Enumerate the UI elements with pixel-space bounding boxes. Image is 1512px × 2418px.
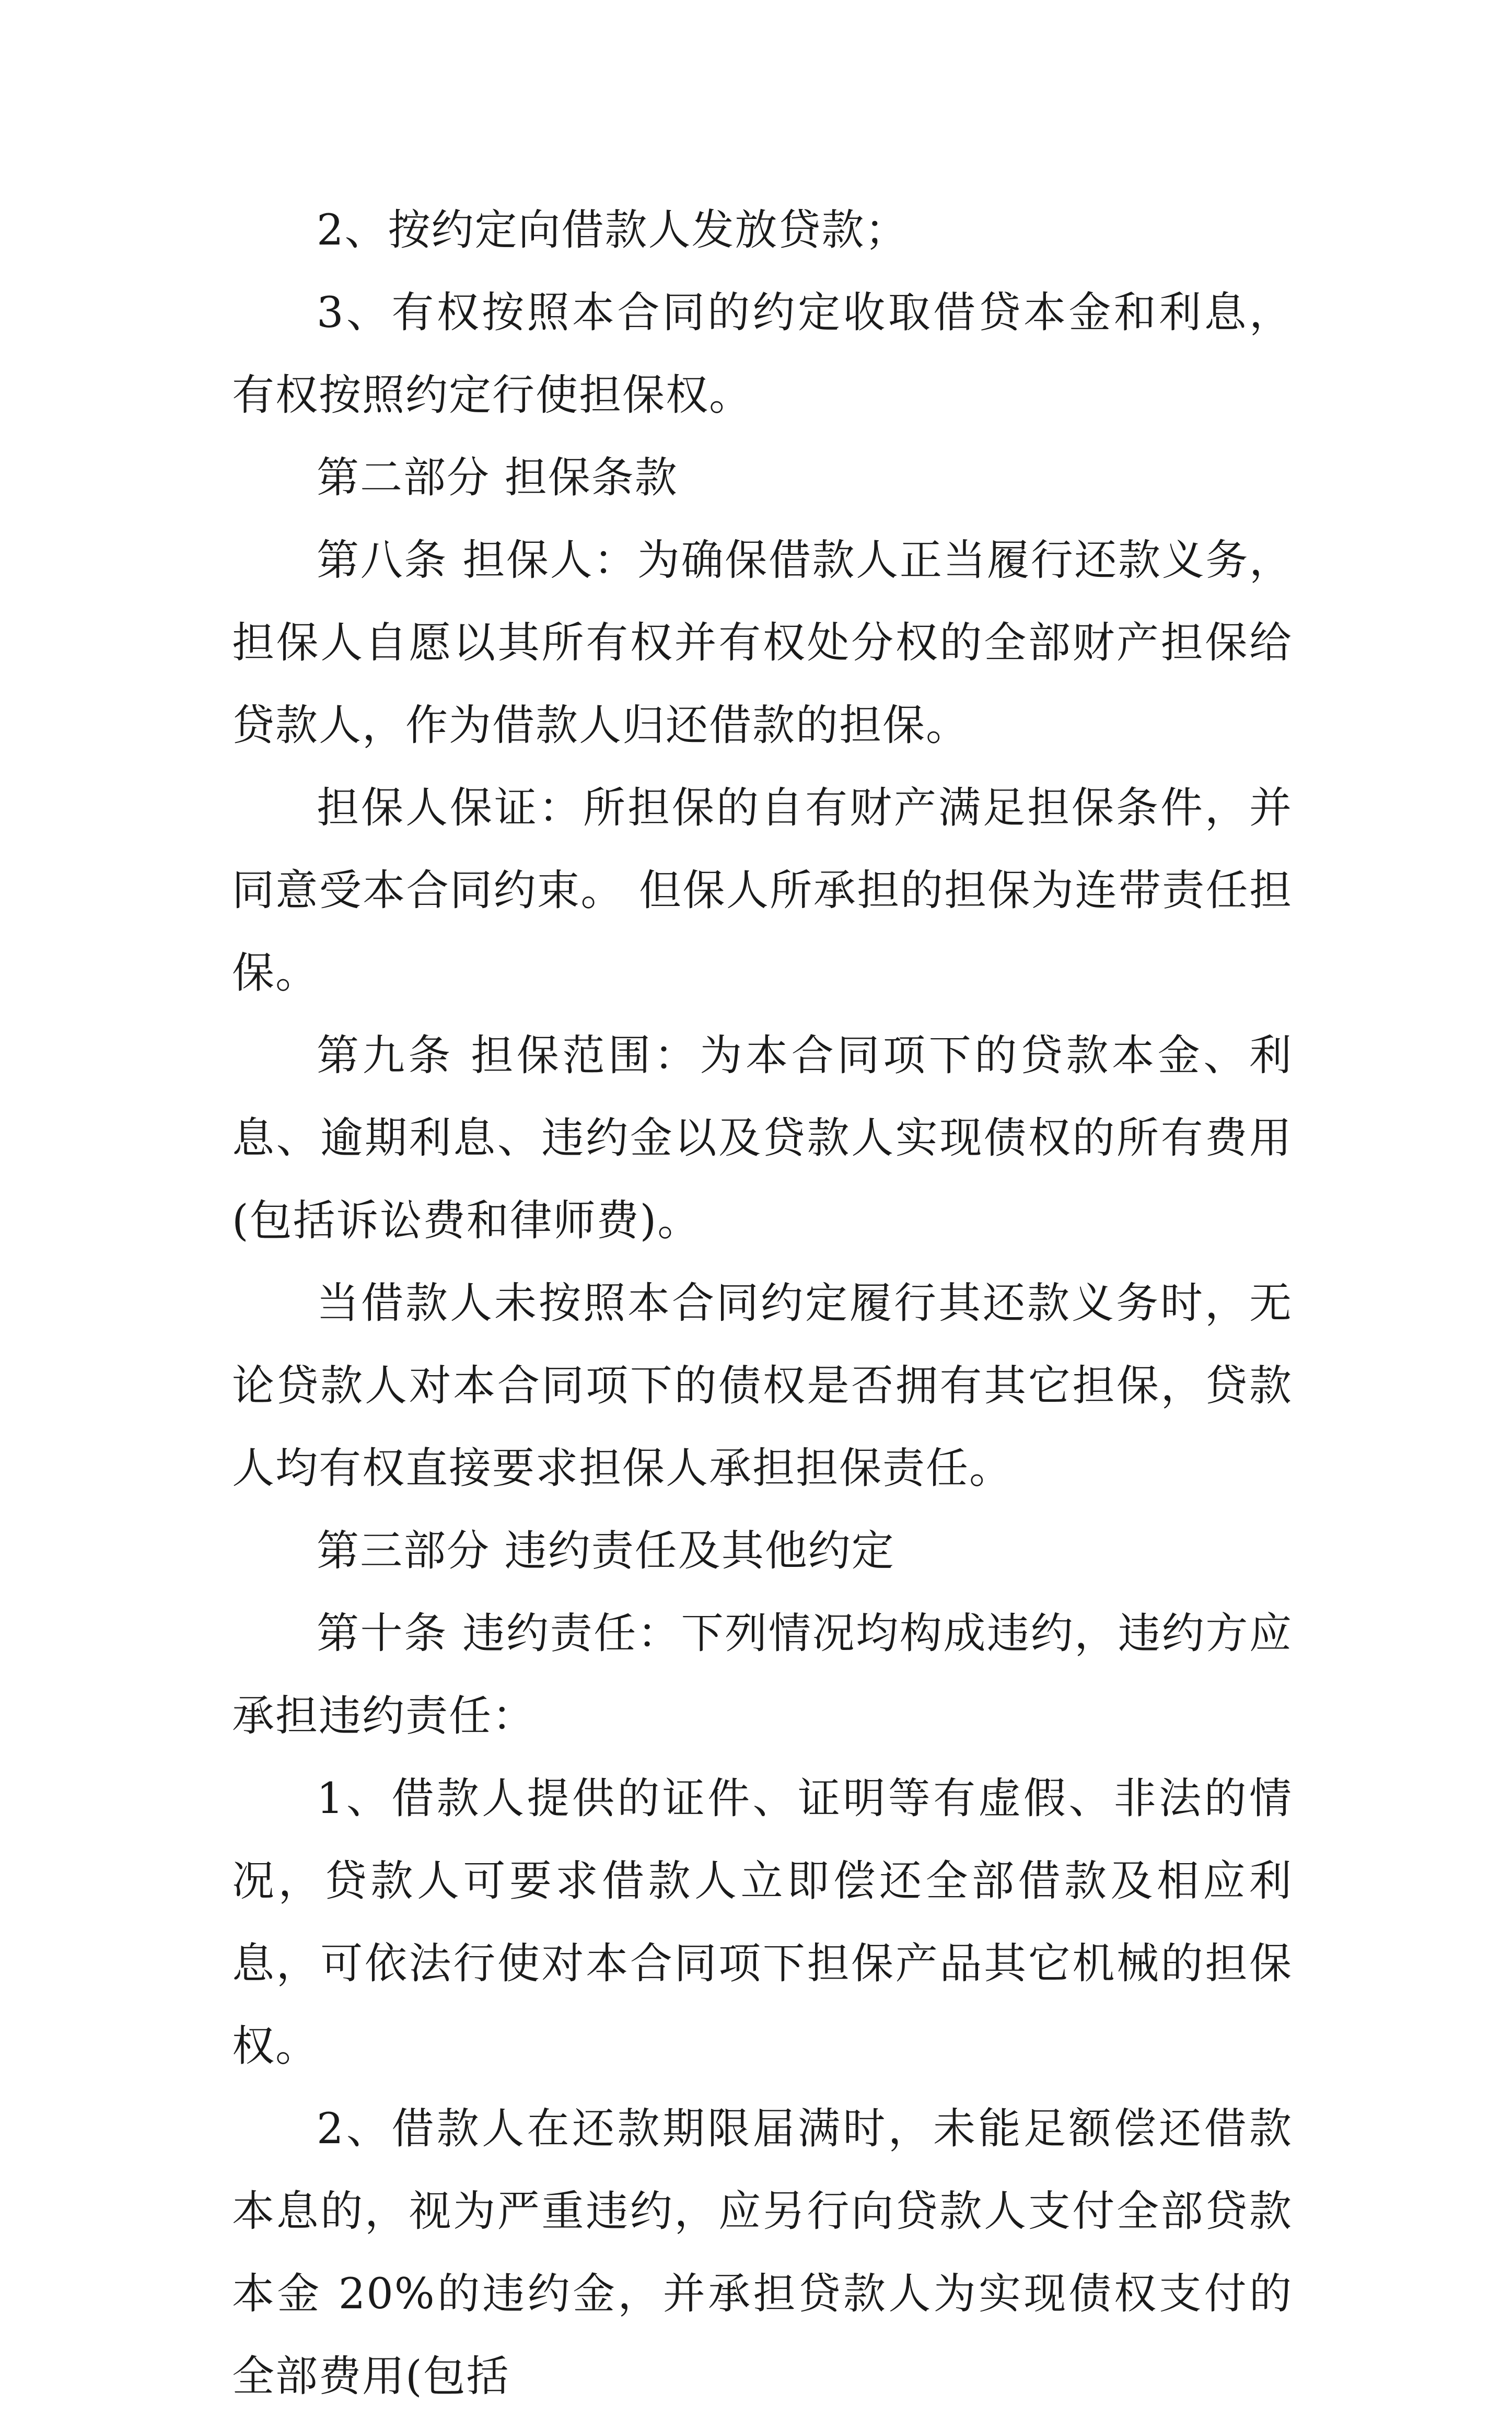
paragraph-article-10: 第十条 违约责任：下列情况均构成违约，违约方应承担违约责任：: [232, 1609, 1293, 1741]
paragraph-clause-item-2: 2、按约定向借款人发放贷款；: [317, 206, 909, 255]
paragraph-breach-item-1: 1、借款人提供的证件、证明等有虚假、非法的情况，贷款人可要求借款人立即偿还全部借款及相应利息，可依法行使对本合同项下担保产品其它机械的担保权。: [232, 1774, 1293, 2071]
paragraph-breach-item-2: 2、借款人在还款期限届满时，未能足额偿还借款本息的，视为严重违约，应另行向贷款人支付全部贷款本金 20%的违约金，并承担贷款人为实现债权支付的全部费用(包括: [232, 2105, 1293, 2401]
document-body: [232, 189, 1293, 2418]
paragraph-guarantor-assurance: 担保人保证：所担保的自有财产满足担保条件，并同意受本合同约束。 但保人所承担的担保为连带责任担保。: [232, 784, 1293, 998]
paragraph-clause-item-3: 3、有权按照本合同的约定收取借贷本金和利息，有权按照约定行使担保权。: [232, 288, 1293, 420]
paragraph-direct-claim: 当借款人未按照本合同约定履行其还款义务时，无论贷款人对本合同项下的债权是否拥有其它担保，贷款人均有权直接要求担保人承担担保责任。: [232, 1279, 1293, 1493]
paragraph-article-8: 第八条 担保人：为确保借款人正当履行还款义务，担保人自愿以其所有权并有权处分权的全部财产担保给贷款人，作为借款人归还借款的担保。: [232, 536, 1293, 750]
paragraph-article-9: 第九条 担保范围：为本合同项下的贷款本金、利息、逾期利息、违约金以及贷款人实现债权的所有费用(包括诉讼费和律师费)。: [232, 1031, 1293, 1246]
section-heading-part-3: 第三部分 违约责任及其他约定: [317, 1527, 895, 1576]
section-heading-part-2: 第二部分 担保条款: [317, 454, 678, 503]
